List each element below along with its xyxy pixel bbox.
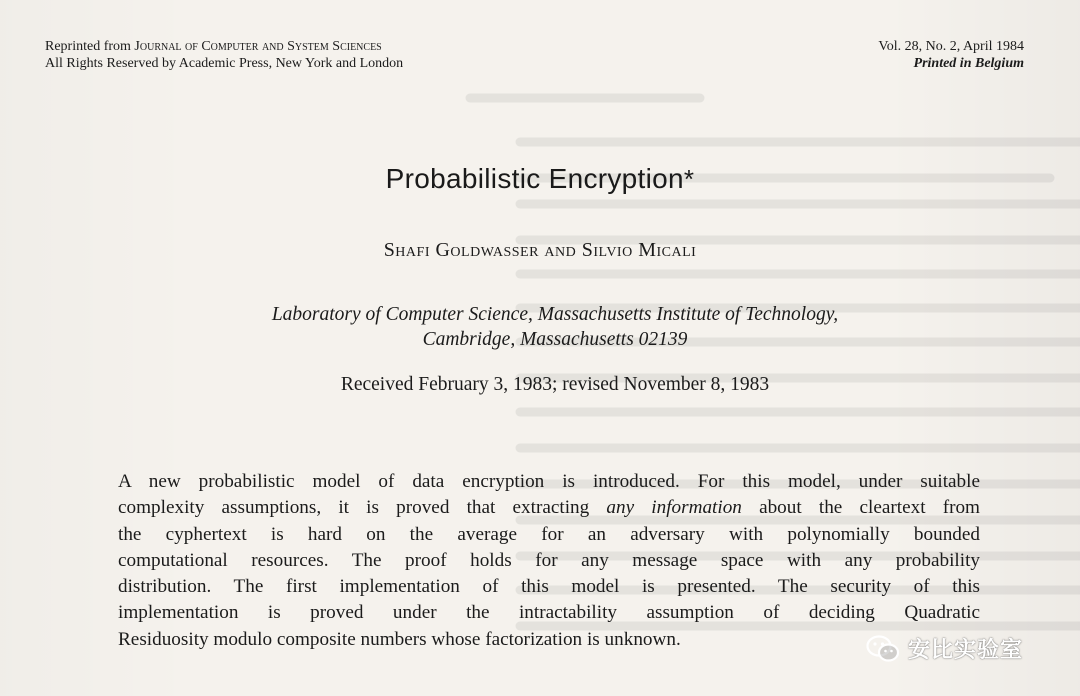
abstract-line-1: A new probabilistic model of data encryption is introduced. For this model, under suitable — [118, 471, 980, 492]
abstract-line-2 — [118, 495, 980, 521]
abstract-line-6: implementation is proved under the intractability assumption of deciding Quadratic — [118, 602, 980, 624]
paper-authors: Shafi Goldwasser and Silvio Micali — [383, 239, 697, 261]
reprint-line-1 — [45, 38, 403, 55]
affiliation-line-2: Cambridge, Massachusetts 02139 — [422, 329, 688, 350]
received-dates: Received February 3, 1983; revised November 8, 1983 — [340, 374, 770, 395]
watermark-text: 安比实验室 — [908, 638, 1024, 663]
affiliation-line-1: Laboratory of Computer Science, Massachusetts Institute of Technology, — [271, 304, 839, 325]
paper-title — [0, 163, 1080, 195]
abstract-line-7: Residuosity modulo composite numbers whose factorization is unknown. — [118, 628, 681, 650]
paper-title-text: Probabilistic Encryption — [385, 163, 684, 194]
abstract-emphasis: any information — [606, 497, 742, 519]
rights-line: All Rights Reserved by Academic Press, New York and London — [45, 56, 404, 71]
source-watermark — [866, 633, 1023, 664]
abstract-line-5: distribution. The first implementation of this model is presented. The security of this — [118, 576, 980, 598]
reprint-prefix: Reprinted from — [45, 39, 135, 54]
journal-name: Journal of Computer and System Sciences — [134, 39, 382, 54]
abstract-line-2-start: complexity assumptions, it is proved that extracting — [118, 497, 607, 519]
volume-info — [878, 38, 1024, 72]
abstract-line-2-end: about the cleartext from — [741, 497, 980, 519]
title-footnote-mark: * — [683, 164, 695, 194]
abstract — [118, 469, 980, 653]
affiliation — [0, 302, 1080, 352]
wechat-icon — [866, 634, 900, 664]
printed-in-line: Printed in Belgium — [913, 56, 1024, 71]
reprint-notice — [45, 38, 403, 72]
abstract-line-3: the cyphertext is hard on the average for an adversary with polynomially bounded — [118, 523, 980, 545]
abstract-line-4: computational resources. The proof holds for any message space with any probability — [118, 549, 980, 571]
volume-line: Vol. 28, No. 2, April 1984 — [878, 39, 1024, 54]
